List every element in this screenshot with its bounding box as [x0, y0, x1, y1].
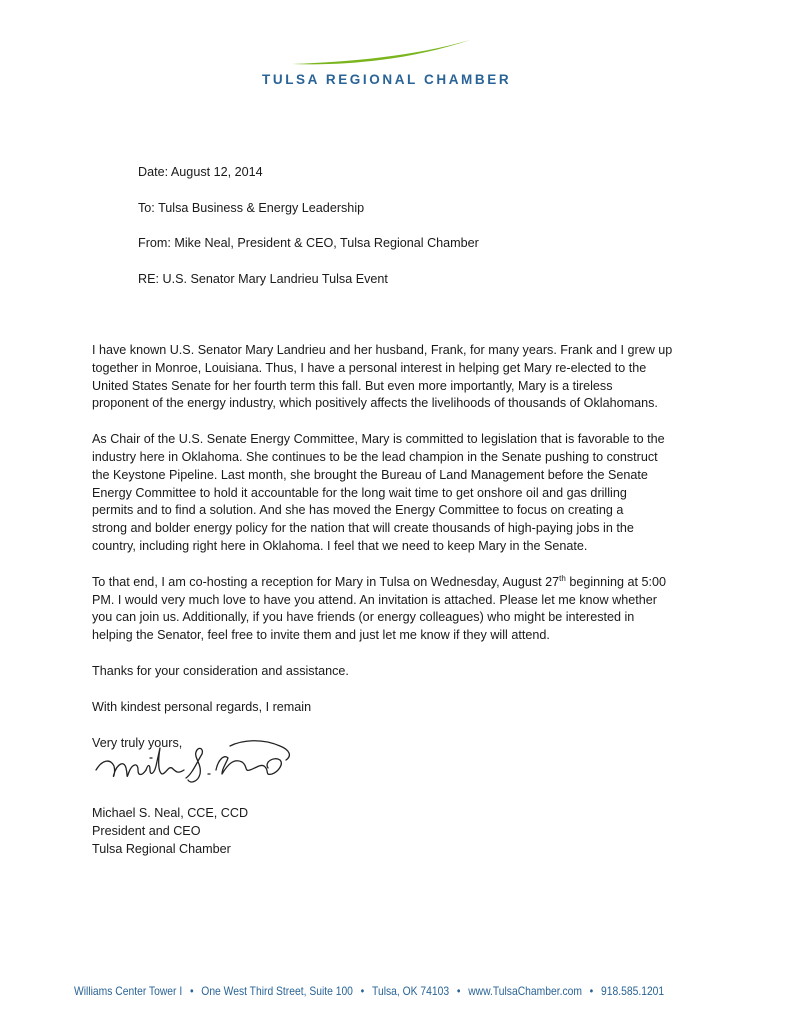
valediction: Very truly yours,	[92, 735, 183, 750]
paragraph-personal-connection	[92, 342, 712, 413]
signature-block	[92, 804, 248, 858]
ordinal-suffix: th	[559, 573, 566, 583]
body-line: together in Monroe, Louisiana. Thus, I have a personal interest in helping get Mary re-elected to the	[92, 360, 647, 375]
footer-website: www.TulsaChamber.com	[468, 984, 582, 998]
signer-name: Michael S. Neal, CCE, CCD	[92, 806, 249, 820]
paragraph-reception-invite	[92, 574, 712, 645]
thanks-line: Thanks for your consideration and assistance.	[92, 663, 349, 678]
body-line: Energy Committee to hold it accountable for the long wait time to get onshore oil and gas drilling	[92, 485, 627, 500]
letter-body	[92, 342, 712, 770]
body-line: helping the Senator, feel free to invite them and just let me know if they will attend.	[92, 628, 550, 643]
body-line: country, including right here in Oklahoma. I feel that we need to keep Mary in the Senate.	[92, 538, 588, 553]
footer-separator: •	[360, 984, 365, 998]
footer-phone: 918.585.1201	[601, 984, 665, 998]
memo-from: From: Mike Neal, President & CEO, Tulsa Regional Chamber	[138, 236, 479, 250]
body-text: To that end, I am co-hosting a reception for Mary in Tulsa on Wednesday, August 27	[92, 574, 560, 589]
footer-separator: •	[189, 984, 194, 998]
body-line: permits and to find a solution. And she has moved the Energy Committee to focus on creating a	[92, 503, 624, 518]
memo-to: To: Tulsa Business & Energy Leadership	[138, 200, 365, 215]
footer-building: Williams Center Tower I	[74, 984, 183, 998]
body-line: As Chair of the U.S. Senate Energy Committee, Mary is committed to legislation that is favorable to the	[92, 432, 665, 447]
body-line	[92, 574, 712, 592]
memo-subject: RE: U.S. Senator Mary Landrieu Tulsa Event	[138, 271, 388, 286]
handwritten-signature-icon	[92, 734, 302, 794]
footer-separator: •	[589, 984, 594, 998]
regards-line: With kindest personal regards, I remain	[92, 699, 312, 714]
body-line: United States Senate for her fourth term this fall. But even more importantly, Mary is a tireless	[92, 378, 613, 393]
footer-city: Tulsa, OK 74103	[372, 984, 450, 998]
body-line: strong and bolder energy policy for the nation that will create thousands of high-paying jobs in the	[92, 521, 634, 536]
chamber-logo-text: TULSA REGIONAL CHAMBER	[262, 72, 512, 87]
paragraph-energy-committee	[92, 431, 712, 556]
body-line: you can join us. Additionally, if you have friends (or energy colleagues) who might be interested in	[92, 610, 635, 625]
footer-separator: •	[456, 984, 461, 998]
memo-date: Date: August 12, 2014	[138, 165, 263, 179]
body-text: beginning at 5:00	[565, 574, 666, 589]
letterhead-footer	[74, 984, 664, 998]
body-line: PM. I would very much love to have you attend. An invitation is attached. Please let me know whether	[92, 592, 657, 607]
body-line: industry here in Oklahoma. She continues to be the lead champion in the Senate pushing to construct	[92, 449, 658, 464]
signer-title: President and CEO	[92, 824, 201, 838]
footer-street: One West Third Street, Suite 100	[201, 984, 353, 998]
signer-organization: Tulsa Regional Chamber	[92, 842, 231, 856]
body-line: proponent of the energy industry, which positively affects the livelihoods of thousands of Oklahomans.	[92, 396, 658, 411]
memo-header	[138, 165, 479, 307]
body-line: I have known U.S. Senator Mary Landrieu and her husband, Frank, for many years. Frank and I grew up	[92, 343, 673, 357]
chamber-logo-swoosh-icon	[290, 36, 475, 68]
body-line: the Keystone Pipeline. Last month, she brought the Bureau of Land Management before the Senate	[92, 467, 648, 482]
